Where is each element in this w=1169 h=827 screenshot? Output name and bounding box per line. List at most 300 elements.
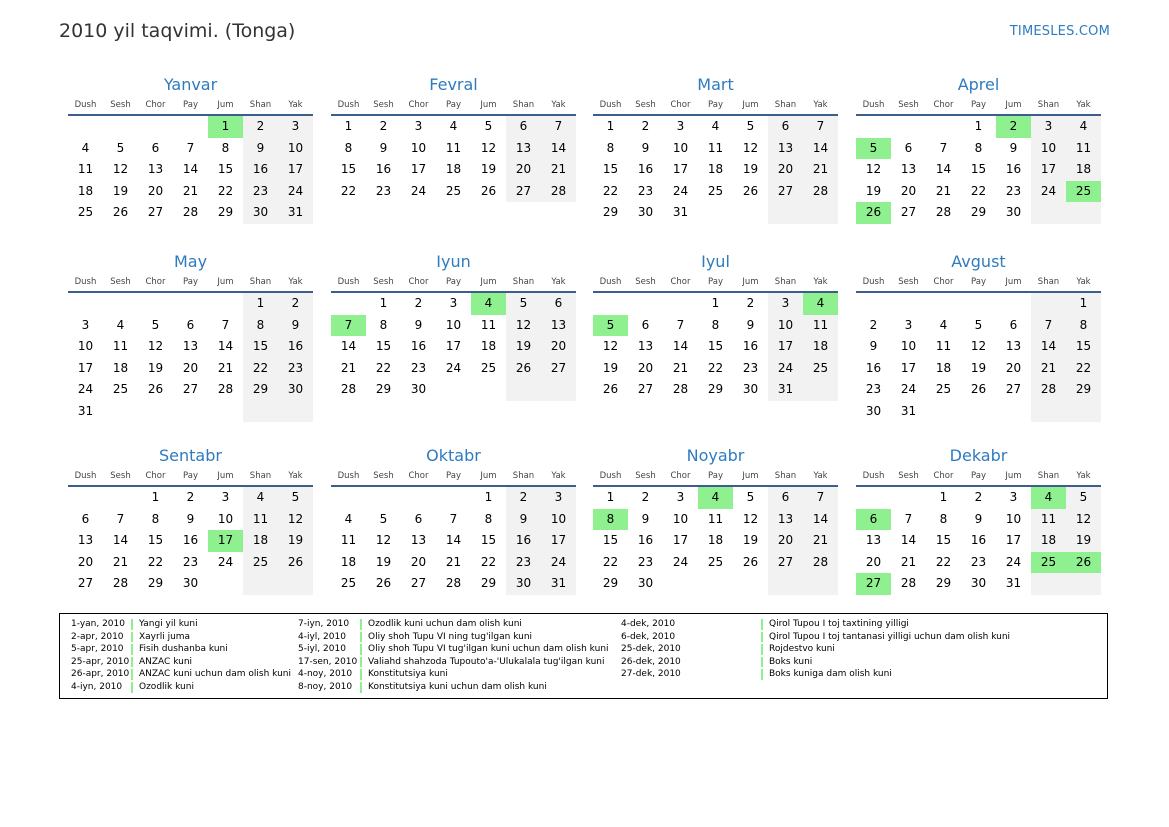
- weekday-label: Yak: [813, 100, 828, 110]
- day-cell: 9: [186, 511, 195, 526]
- day-cell: 20: [900, 183, 917, 198]
- weekday-label: Yak: [551, 277, 566, 287]
- holiday-name: Ozodlik kuni uchun dam olish kuni: [368, 619, 522, 629]
- day-cell: 27: [182, 382, 199, 396]
- day-cell: 28: [541, 181, 576, 203]
- weekday-label: Sesh: [898, 471, 919, 481]
- day-cell: 13: [768, 509, 803, 531]
- day-cell: 13: [637, 339, 654, 353]
- holiday-name: Oliy shoh Tupu VI ning tug'ilgan kuni: [368, 631, 533, 642]
- day-cell: 14: [445, 533, 462, 547]
- legend-column: [298, 618, 609, 694]
- weekday-label: Jum: [217, 277, 234, 287]
- week-row: [856, 401, 1101, 423]
- day-cell: 10: [217, 511, 234, 526]
- day-cell: 11: [77, 162, 94, 176]
- day-cell: 5: [151, 317, 160, 332]
- day-cell: 29: [707, 382, 724, 396]
- week-row: [856, 358, 1101, 380]
- day-cell: 26: [506, 358, 541, 380]
- day-cell: 28: [803, 181, 838, 203]
- week-row: [331, 509, 576, 531]
- day-cell: 16: [742, 339, 759, 353]
- empty-cell: [243, 401, 278, 423]
- day-cell: 16: [865, 360, 882, 375]
- weekday-label: Chor: [408, 471, 429, 481]
- empty-cell: [803, 379, 838, 401]
- week-row: [856, 530, 1101, 552]
- weekday-label: Pay: [183, 100, 198, 110]
- empty-cell: [803, 573, 838, 595]
- day-cell: 7: [803, 487, 838, 509]
- weekday-label: Sesh: [373, 100, 394, 110]
- day-cell: 12: [506, 315, 541, 337]
- day-cell: 20: [1005, 360, 1022, 375]
- empty-cell: [103, 116, 138, 138]
- empty-cell: [698, 202, 733, 224]
- day-cell: 23: [742, 360, 759, 375]
- day-cell: 8: [243, 315, 278, 337]
- legend-item: [298, 681, 609, 694]
- day-cell: 6: [506, 116, 541, 138]
- day-cell: 5: [278, 487, 313, 509]
- empty-cell: [1031, 573, 1066, 595]
- week-row: [593, 181, 838, 203]
- day-cell: 28: [112, 576, 129, 590]
- day-cell: 27: [900, 205, 917, 219]
- day-cell: 13: [182, 339, 199, 353]
- weekday-label: Pay: [708, 100, 723, 110]
- week-row: [593, 336, 838, 358]
- day-cell: 5: [1066, 487, 1101, 509]
- day-cell: 12: [742, 140, 759, 155]
- day-cell: 3: [541, 487, 576, 509]
- weekday-label: Shan: [774, 277, 797, 287]
- day-cell: 17: [541, 530, 576, 552]
- weekday-label: Pay: [971, 277, 986, 287]
- day-cell: 21: [1031, 358, 1066, 380]
- day-cell: 3: [768, 293, 803, 315]
- weekday-header: [331, 467, 576, 487]
- day-cell: 10: [672, 511, 689, 526]
- day-cell: 1: [243, 293, 278, 315]
- weekday-label: Yak: [551, 471, 566, 481]
- day-cell: 29: [602, 576, 619, 590]
- weekday-label: Dush: [599, 471, 622, 481]
- empty-cell: [663, 293, 698, 315]
- weekday-header: [68, 273, 313, 293]
- legend-column: [621, 618, 1010, 681]
- empty-cell: [768, 573, 803, 595]
- day-cell: 9: [974, 511, 983, 526]
- day-cell: 11: [707, 140, 724, 155]
- empty-cell: [331, 293, 366, 315]
- day-cell: 13: [865, 533, 882, 547]
- weekday-label: Chor: [670, 471, 691, 481]
- holiday-name: Rojdestvo kuni: [769, 644, 835, 655]
- month-aprel: [856, 74, 1101, 224]
- holiday-marker: [131, 682, 133, 693]
- day-cell: 11: [1066, 138, 1101, 160]
- day-cell: 27: [410, 576, 427, 590]
- day-cell: 12: [480, 140, 497, 155]
- day-cell: 10: [278, 138, 313, 160]
- day-cell: 5: [506, 293, 541, 315]
- day-cell: 21: [803, 159, 838, 181]
- holiday-name: Qirol Tupou I toj taxtining yilligi: [769, 619, 909, 629]
- empty-cell: [996, 293, 1031, 315]
- weekday-label: Chor: [933, 277, 954, 287]
- day-cell: 16: [970, 533, 987, 547]
- empty-cell: [628, 293, 663, 315]
- day-cell: 9: [746, 317, 755, 332]
- empty-cell: [961, 293, 996, 315]
- week-row: [331, 293, 576, 315]
- day-cell: 16: [375, 162, 392, 176]
- day-cell: 20: [865, 554, 882, 569]
- day-cell: 25: [707, 183, 724, 198]
- day-cell: 18: [1031, 530, 1066, 552]
- weekday-label: Jum: [1005, 471, 1022, 481]
- day-cell: 31: [77, 403, 94, 418]
- empty-cell: [103, 293, 138, 315]
- day-cell: 7: [116, 511, 125, 526]
- week-row: [68, 138, 313, 160]
- weekday-label: Jum: [1005, 100, 1022, 110]
- day-cell: 11: [243, 509, 278, 531]
- day-cell: 23: [243, 181, 278, 203]
- empty-cell: [926, 293, 961, 315]
- holiday-name: Fisih dushanba kuni: [139, 644, 228, 655]
- day-cell: 5: [856, 138, 891, 160]
- day-cell: 23: [375, 183, 392, 198]
- weekday-label: Yak: [1076, 100, 1091, 110]
- day-cell: 22: [243, 358, 278, 380]
- legend-item: [71, 618, 291, 631]
- day-cell: 7: [541, 116, 576, 138]
- weekday-label: Chor: [670, 277, 691, 287]
- day-cell: 17: [410, 162, 427, 176]
- day-cell: 25: [112, 382, 129, 396]
- weekday-label: Dush: [337, 471, 360, 481]
- holiday-marker: [360, 619, 362, 630]
- day-cell: 22: [935, 554, 952, 569]
- empty-cell: [68, 487, 103, 509]
- day-cell: 16: [182, 533, 199, 547]
- day-cell: 20: [77, 554, 94, 569]
- weekday-label: Dush: [74, 471, 97, 481]
- day-cell: 26: [1066, 552, 1101, 574]
- day-cell: 13: [410, 533, 427, 547]
- day-cell: 14: [541, 138, 576, 160]
- empty-cell: [1066, 573, 1101, 595]
- day-cell: 25: [243, 552, 278, 574]
- legend-item: [71, 668, 291, 681]
- day-cell: 3: [1009, 490, 1018, 504]
- week-row: [856, 336, 1101, 358]
- weekday-label: Pay: [708, 277, 723, 287]
- empty-cell: [733, 573, 768, 595]
- day-cell: 29: [243, 379, 278, 401]
- month-name: Dekabr: [949, 446, 1008, 465]
- day-cell: 1: [711, 296, 720, 310]
- day-cell: 24: [410, 183, 427, 198]
- day-cell: 27: [77, 576, 94, 590]
- day-cell: 19: [480, 162, 497, 176]
- day-cell: 26: [112, 205, 129, 219]
- day-cell: 29: [970, 205, 987, 219]
- day-cell: 3: [676, 119, 685, 133]
- day-cell: 19: [742, 533, 759, 547]
- weekday-label: Yak: [813, 471, 828, 481]
- month-iyun: [331, 251, 576, 401]
- day-cell: 18: [707, 533, 724, 547]
- day-cell: 18: [112, 360, 129, 375]
- day-cell: 8: [1066, 315, 1101, 337]
- day-cell: 15: [1066, 336, 1101, 358]
- day-cell: 30: [637, 576, 654, 590]
- day-cell: 6: [856, 509, 891, 531]
- day-cell: 8: [344, 140, 353, 155]
- day-cell: 19: [1066, 530, 1101, 552]
- day-cell: 13: [900, 162, 917, 176]
- weekday-label: Dush: [74, 277, 97, 287]
- day-cell: 21: [217, 360, 234, 375]
- weekday-label: Jum: [742, 471, 759, 481]
- weekday-header: [856, 467, 1101, 487]
- week-row: [331, 159, 576, 181]
- week-row: [331, 552, 576, 574]
- day-cell: 4: [449, 119, 458, 133]
- holiday-date: 26-dek, 2010: [621, 656, 681, 667]
- day-cell: 26: [742, 554, 759, 569]
- day-cell: 9: [506, 509, 541, 531]
- legend-item: [71, 631, 291, 644]
- day-cell: 17: [278, 159, 313, 181]
- weekday-label: Shan: [512, 277, 535, 287]
- weekday-label: Pay: [183, 277, 198, 287]
- day-cell: 3: [414, 119, 423, 133]
- day-cell: 24: [1005, 554, 1022, 569]
- day-cell: 28: [445, 576, 462, 590]
- day-cell: 19: [375, 554, 392, 569]
- day-cell: 10: [1031, 138, 1066, 160]
- day-cell: 14: [1031, 336, 1066, 358]
- holiday-name: Boks kuniga dam olish kuni: [769, 669, 892, 680]
- week-row: [331, 573, 576, 595]
- day-cell: 28: [803, 552, 838, 574]
- month-name: Aprel: [957, 75, 1000, 94]
- legend-item: [298, 656, 609, 669]
- holiday-name: Boks kuni: [769, 656, 813, 667]
- empty-cell: [173, 293, 208, 315]
- day-cell: 9: [414, 317, 423, 332]
- day-cell: 16: [410, 339, 427, 353]
- day-cell: 9: [243, 138, 278, 160]
- day-cell: 6: [768, 116, 803, 138]
- weekday-label: Dush: [862, 100, 885, 110]
- week-row: [856, 509, 1101, 531]
- day-cell: 14: [112, 533, 129, 547]
- holiday-marker: [360, 669, 362, 680]
- week-row: [68, 202, 313, 224]
- month-avgust: [856, 251, 1101, 422]
- weekday-label: Jum: [480, 100, 497, 110]
- month-iyul: [593, 251, 838, 401]
- day-cell: 13: [1005, 339, 1022, 353]
- empty-cell: [1031, 293, 1066, 315]
- day-cell: 27: [506, 181, 541, 203]
- day-cell: 6: [414, 511, 423, 526]
- day-cell: 9: [1009, 140, 1018, 155]
- day-cell: 7: [676, 317, 685, 332]
- day-cell: 18: [340, 554, 357, 569]
- empty-cell: [856, 293, 891, 315]
- week-row: [593, 138, 838, 160]
- day-cell: 8: [939, 511, 948, 526]
- empty-cell: [278, 573, 313, 595]
- day-cell: 21: [803, 530, 838, 552]
- day-cell: 24: [217, 554, 234, 569]
- weekday-label: Jum: [742, 277, 759, 287]
- day-cell: 20: [506, 159, 541, 181]
- day-cell: 27: [856, 573, 891, 595]
- day-cell: 19: [112, 183, 129, 198]
- day-cell: 7: [939, 140, 948, 155]
- day-cell: 12: [865, 162, 882, 176]
- day-cell: 7: [449, 511, 458, 526]
- day-cell: 2: [414, 296, 423, 310]
- page-title: 2010 yil taqvimi. (Tonga): [59, 20, 296, 42]
- month-name: Iyul: [701, 252, 730, 271]
- day-cell: 2: [974, 490, 983, 504]
- day-cell: 25: [77, 205, 94, 219]
- day-cell: 8: [379, 317, 388, 332]
- day-cell: 29: [375, 382, 392, 396]
- weekday-label: Chor: [933, 471, 954, 481]
- holiday-marker: [131, 669, 133, 680]
- day-cell: 1: [484, 490, 493, 504]
- day-cell: 27: [147, 205, 164, 219]
- week-row: [331, 116, 576, 138]
- weekday-label: Sesh: [898, 100, 919, 110]
- day-cell: 25: [707, 554, 724, 569]
- week-row: [593, 509, 838, 531]
- week-row: [593, 358, 838, 380]
- day-cell: 15: [602, 162, 619, 176]
- day-cell: 30: [243, 202, 278, 224]
- site-link[interactable]: TIMESLES.COM: [1009, 24, 1110, 39]
- day-cell: 28: [672, 382, 689, 396]
- day-cell: 2: [746, 296, 755, 310]
- week-row: [68, 552, 313, 574]
- day-cell: 25: [803, 358, 838, 380]
- day-cell: 3: [81, 317, 90, 332]
- day-cell: 12: [970, 339, 987, 353]
- day-cell: 30: [742, 382, 759, 396]
- holiday-marker: [131, 644, 133, 655]
- day-cell: 24: [900, 382, 917, 396]
- day-cell: 28: [340, 382, 357, 396]
- day-cell: 7: [803, 116, 838, 138]
- day-cell: 14: [672, 339, 689, 353]
- weekday-label: Sesh: [635, 277, 656, 287]
- day-cell: 27: [541, 358, 576, 380]
- week-row: [68, 487, 313, 509]
- day-cell: 2: [278, 293, 313, 315]
- week-row: [593, 379, 838, 401]
- empty-cell: [926, 401, 961, 423]
- holiday-name: Xayrli juma: [139, 631, 191, 642]
- day-cell: 13: [147, 162, 164, 176]
- day-cell: 20: [637, 360, 654, 375]
- day-cell: 4: [711, 119, 720, 133]
- day-cell: 15: [340, 162, 357, 176]
- empty-cell: [401, 487, 436, 509]
- holiday-marker: [131, 632, 133, 643]
- weekday-label: Sesh: [110, 277, 131, 287]
- month-name: May: [173, 252, 208, 271]
- legend-item: [621, 668, 1010, 681]
- empty-cell: [593, 293, 628, 315]
- day-cell: 17: [1031, 159, 1066, 181]
- day-cell: 30: [865, 403, 882, 418]
- day-cell: 13: [77, 533, 94, 547]
- empty-cell: [436, 379, 471, 401]
- legend-item: [71, 656, 291, 669]
- weekday-label: Dush: [337, 277, 360, 287]
- day-cell: 28: [217, 382, 234, 396]
- holiday-name: Valiahd shahzoda Tupouto'a-'Ulukalala tug'ilgan kuni: [368, 656, 605, 667]
- month-name: Oktabr: [426, 446, 481, 465]
- day-cell: 22: [217, 183, 234, 198]
- weekday-label: Chor: [145, 100, 166, 110]
- day-cell: 18: [707, 162, 724, 176]
- day-cell: 23: [182, 554, 199, 569]
- day-cell: 11: [803, 315, 838, 337]
- week-row: [68, 336, 313, 358]
- day-cell: 26: [278, 552, 313, 574]
- day-cell: 28: [182, 205, 199, 219]
- weekday-label: Dush: [599, 100, 622, 110]
- month-name: Sentabr: [159, 446, 222, 465]
- weekday-label: Dush: [599, 277, 622, 287]
- day-cell: 19: [278, 530, 313, 552]
- week-row: [856, 379, 1101, 401]
- empty-cell: [891, 116, 926, 138]
- day-cell: 29: [480, 576, 497, 590]
- day-cell: 15: [375, 339, 392, 353]
- day-cell: 20: [541, 336, 576, 358]
- legend-item: [621, 656, 1010, 669]
- holiday-name: ANZAC kuni: [139, 656, 193, 667]
- day-cell: 4: [471, 293, 506, 315]
- day-cell: 23: [637, 183, 654, 198]
- empty-cell: [68, 293, 103, 315]
- weekday-label: Pay: [183, 471, 198, 481]
- day-cell: 21: [112, 554, 129, 569]
- day-cell: 21: [672, 360, 689, 375]
- week-row: [331, 181, 576, 203]
- weekday-header: [856, 273, 1101, 293]
- day-cell: 19: [147, 360, 164, 375]
- day-cell: 28: [935, 205, 952, 219]
- day-cell: 14: [803, 509, 838, 531]
- day-cell: 21: [935, 183, 952, 198]
- weekday-label: Pay: [446, 100, 461, 110]
- day-cell: 18: [445, 162, 462, 176]
- day-cell: 26: [375, 576, 392, 590]
